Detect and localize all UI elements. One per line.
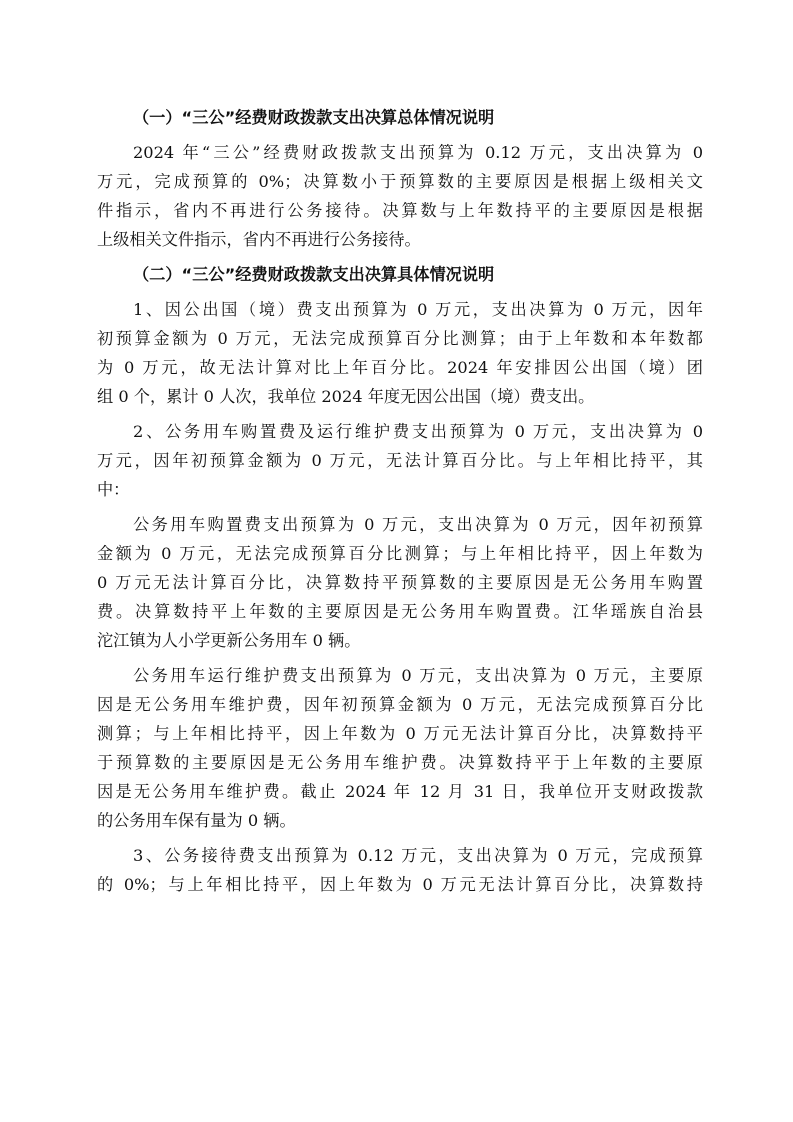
text-line: 1、因公出国（境）费支出预算为 0 万元，支出决算为 0 万元，因年 [133,300,703,319]
text-line: 万元，完成预算的 0%；决算数小于预算数的主要原因是根据上级相关文 [97,172,703,191]
text-line: 因是无公务用车维护费。截止 2024 年 12 月 31 日，我单位开支财政拨款 [97,782,703,801]
text-line: 组 0 个，累计 0 人次，我单位 2024 年度无因公出国（境）费支出。 [97,387,595,406]
text-line: 测算；与上年相比持平，因上年数为 0 万元无法计算百分比，决算数持平 [97,724,703,743]
text-line: 的 0%；与上年相比持平，因上年数为 0 万元无法计算百分比，决算数持 [97,875,703,894]
paragraph-vehicle-total [97,417,703,504]
text-line: 0 万元无法计算百分比，决算数持平预算数的主要原因是无公务用车购置 [97,573,703,592]
text-line: 中： [97,480,130,499]
text-line: 3、公务接待费支出预算为 0.12 万元，支出决算为 0 万元，完成预算 [133,846,703,865]
text-line: 万元，因年初预算金额为 0 万元，无法计算百分比。与上年相比持平，其 [97,451,703,470]
text-line: 费。决算数持平上年数的主要原因是无公务用车购置费。江华瑶族自治县 [97,602,703,621]
text-line: 金额为 0 万元，无法完成预算百分比测算；与上年相比持平，因上年数为 [97,544,703,563]
text-line: 因是无公务用车维护费，因年初预算金额为 0 万元，无法完成预算百分比 [97,695,703,714]
paragraph-overseas-travel [97,295,703,411]
text-line: 为 0 万元，故无法计算对比上年百分比。2024 年安排因公出国（境）团 [97,358,703,377]
text-line: 2024 年“三公”经费财政拨款支出预算为 0.12 万元，支出决算为 0 [133,143,703,162]
section-heading-detail: （二）“三公”经费财政拨款支出决算具体情况说明 [133,265,495,284]
paragraph-vehicle-maintenance [97,661,703,835]
text-line: 于预算数的主要原因是无公务用车维护费。决算数持平于上年数的主要原 [97,753,703,772]
text-line: 2、公务用车购置费及运行维护费支出预算为 0 万元，支出决算为 0 [133,422,703,441]
paragraph-overall [97,138,703,254]
text-line: 的公务用车保有量为 0 辆。 [97,811,296,830]
text-line: 件指示，省内不再进行公务接待。决算数与上年数持平的主要原因是根据 [97,201,703,220]
section-heading-overall: （一）“三公”经费财政拨款支出决算总体情况说明 [133,108,495,127]
text-line: 公务用车运行维护费支出预算为 0 万元，支出决算为 0 万元，主要原 [133,666,703,685]
text-line: 沱江镇为人小学更新公务用车 0 辆。 [97,631,361,650]
paragraph-reception [97,841,703,899]
paragraph-vehicle-purchase [97,510,703,655]
text-line: 上级相关文件指示，省内不再进行公务接待。 [97,230,421,249]
text-line: 初预算金额为 0 万元，无法完成预算百分比测算；由于上年数和本年数都 [97,329,703,348]
text-line: 公务用车购置费支出预算为 0 万元，支出决算为 0 万元，因年初预算 [133,515,703,534]
